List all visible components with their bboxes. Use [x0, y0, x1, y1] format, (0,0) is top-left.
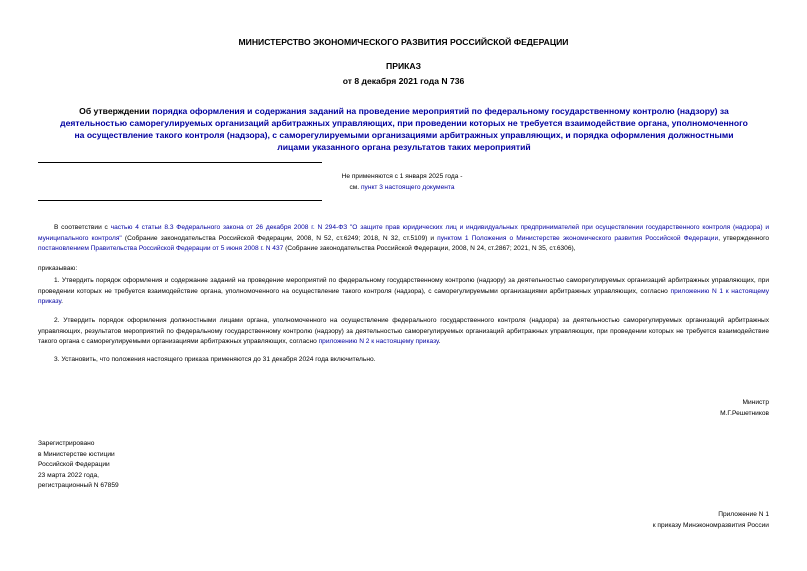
- document-title: [58, 105, 750, 153]
- order-item-2: [38, 316, 769, 348]
- preamble-link-government-decree[interactable]: постановлением Правительства Российской Федерации от 5 июня 2008 г. N 437: [38, 245, 284, 253]
- status-note-prefix: см.: [349, 184, 361, 191]
- signer-position: Министр: [742, 399, 769, 406]
- preamble-link-ministry-regulation[interactable]: пунктом 1 Положения о Министерстве экономического развития Российской Федерации: [437, 234, 719, 242]
- preamble-text-2: (Собрание законодательства Российской Федерации, 2008, N 52, ст.6249; 2018, N 32, ст.5109) и: [121, 234, 438, 242]
- registration-number: регистрационный N 67859: [38, 482, 119, 490]
- signer-name: М.Г.Решетников: [720, 410, 769, 417]
- registration-line-1: Зарегистрировано: [38, 440, 95, 447]
- order-item-1-text: 1. Утвердить порядок оформления и содержание заданий на проведение мероприятий по федеральному государственному контролю (надзору) за деятельностью саморегулируемых организаций арбитражных управляющих, при проведении которых не требуется взаимодействие органа, уполномоченного на осуществление такого контроля (надзора), с саморегулируемыми организациями арбитражных управляющих, согласно: [38, 277, 769, 295]
- status-note-text: Не применяются с 1 января 2025 года -: [341, 173, 463, 180]
- appendix-header: [653, 509, 769, 531]
- order-item-2-text: 2. Утвердить порядок оформления должностными лицами органа, уполномоченного на осуществление федерального государственного контроля (надзора) за деятельностью саморегулируемых организаций арбитражных управляющих, результатов мероприятий по федеральному государственному контролю (надзору) за деятельностью саморегулируемых организаций арбитражных управляющих, при проведении которых не требуется взаимодействие такого органа с саморегулируемыми организациями арбитражных управляющих, согласно: [38, 317, 769, 346]
- orders-word: приказываю:: [38, 265, 78, 272]
- document-date: от 8 декабря 2021 года N 736: [342, 76, 465, 86]
- preamble-link-federal-law[interactable]: частью 4 статьи 8.3 Федерального закона от 26 декабря 2008 г. N 294-ФЗ "О защите прав юридических лиц и индивидуальных предпринимателей при осуществлении государственного контроля (надзора) и муниципального контроля": [38, 224, 770, 242]
- appendix-2-link[interactable]: приложению N 2 к настоящему приказу: [318, 338, 439, 346]
- preamble-text-4: (Собрание законодательства Российской Федерации, 2008, N 24, ст.2867; 2021, N 35, ст.6306),: [283, 245, 576, 253]
- document-type: ПРИКАЗ: [386, 61, 421, 71]
- preamble: [38, 223, 769, 255]
- order-item-1: [38, 276, 769, 308]
- title-prefix: Об утверждении: [79, 106, 153, 116]
- registration-line-3: Российской Федерации: [38, 461, 110, 469]
- appendix-reference: к приказу Минэкономразвития России: [652, 522, 769, 529]
- divider-bottom: [38, 200, 322, 201]
- ministry-name: МИНИСТЕРСТВО ЭКОНОМИЧЕСКОГО РАЗВИТИЯ РОССИЙСКОЙ ФЕДЕРАЦИИ: [238, 37, 569, 47]
- order-item-3: 3. Установить, что положения настоящего приказа применяются до 31 декабря 2024 года включительно.: [54, 356, 376, 363]
- registration-line-2: в Министерстве юстиции: [38, 450, 115, 458]
- registration-block: [38, 439, 119, 492]
- appendix-1-link[interactable]: приложению N 1 к настоящему приказу: [38, 287, 769, 306]
- divider-top: [38, 162, 322, 163]
- status-note: [322, 171, 482, 193]
- order-item-1-end: .: [61, 298, 63, 306]
- registration-date: 23 марта 2022 года,: [38, 471, 99, 479]
- title-link[interactable]: порядка оформления и содержания заданий на проведение мероприятий по федеральному государственному контролю (надзору) за деятельностью саморегулируемых организаций арбитражных управляющих, при проведении которых не требуется взаимодействие органа, уполномоченного на осуществление такого контроля (надзора), с саморегулируемыми организациями арбитражных управляющих, и порядка оформления должностными лицами указанного органа результатов таких мероприятий: [60, 106, 748, 152]
- status-note-link[interactable]: пункт 3 настоящего документа: [360, 184, 455, 191]
- order-item-2-end: .: [438, 338, 441, 346]
- signature-block: [720, 397, 769, 419]
- preamble-text-1: В соответствии с: [54, 224, 111, 231]
- appendix-number: Приложение N 1: [718, 511, 769, 518]
- preamble-text-3: , утвержденного: [718, 234, 769, 242]
